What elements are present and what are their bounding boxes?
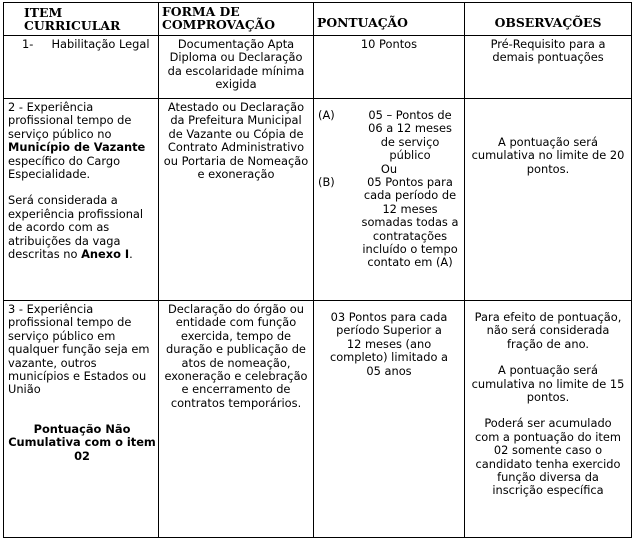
table-row: [4, 99, 632, 301]
row1-observacoes: Pré-Requisito para a demais pontuações: [465, 36, 632, 99]
header-forma-line1: FORMA DE: [162, 4, 240, 19]
header-item-line1: ITEM: [24, 5, 63, 20]
criteria-table: [3, 2, 632, 538]
row2-comprovacao: Atestado ou Declaração da Prefeitura Municipal de Vazante ou Cópia de Contrato Administrativo ou Portaria de Nomeação e exoneração: [159, 99, 314, 301]
row3-item: [4, 301, 159, 538]
row3-item-text: 3 - Experiência profissional tempo de serviço público em qualquer função seja em vazante, outros municípios e Estados ou União: [8, 302, 150, 397]
row2-item-municipio: Município de Vazante: [8, 140, 146, 155]
row2-item: [4, 99, 159, 301]
header-forma-comprovacao: [159, 3, 314, 36]
row2-item-text: 2 - Experiência profissional tempo de serviço público no: [8, 100, 132, 141]
row3-comprovacao: Declaração do órgão ou entidade com função exercida, tempo de duração e publicação de atos de nomeação, exoneração e celebração e encerramento de contratos temporários.: [159, 301, 314, 538]
header-item-line2: CURRICULAR: [24, 18, 121, 33]
pontuacao-b-label: (B): [318, 175, 335, 190]
row2-observacoes: A pontuação será cumulativa no limite de 20 pontos.: [465, 99, 632, 301]
row2-item-anexo: Anexo I: [81, 247, 130, 262]
pontuacao-b-text: 05 Pontos para cada período de 12 meses somadas todas a contratações incluído o tempo contato em (A): [361, 175, 459, 270]
header-forma-line2: COMPROVAÇÃO: [162, 17, 276, 32]
pontuacao-a-text: 05 – Pontos de 06 a 12 meses de serviço público: [368, 108, 452, 163]
header-observacoes: OBSERVAÇÕES: [465, 3, 632, 36]
row3-item-bold: Pontuação Não Cumulativa com o item 02: [8, 421, 156, 463]
row2-item-note: Será considerada a experiência profissional de acordo com as atribuições da vaga descritas no: [8, 193, 144, 262]
header-pontuacao: PONTUAÇÃO: [314, 3, 465, 36]
header-item-curricular: [4, 3, 159, 36]
row2-item-text-end: específico do Cargo Especialidade.: [8, 153, 121, 182]
row3-obs2: A pontuação será cumulativa no limite de 15 pontos.: [471, 363, 625, 405]
row1-comprovacao: Documentação Apta Diploma ou Declaração da escolaridade mínima exigida: [159, 36, 314, 99]
row1-pontuacao: 10 Pontos: [314, 36, 465, 99]
row2-pontuacao: [314, 99, 465, 301]
pontuacao-a-label: (A): [318, 108, 335, 122]
row1-item: 1- Habilitação Legal: [4, 36, 159, 99]
pontuacao-ou: Ou: [380, 161, 398, 176]
row2-item-note-end: .: [129, 247, 133, 262]
table-row: [4, 36, 632, 99]
table-row: [4, 301, 632, 538]
row3-obs3: Poderá ser acumulado com a pontuação do item 02 somente caso o candidato tenha exercido função diversa da inscrição específica: [474, 416, 622, 498]
row3-pontuacao: 03 Pontos para cada período Superior a 12 meses (ano completo) limitado a 05 anos: [314, 301, 465, 538]
row3-obs1: Para efeito de pontuação, não será considerada fração de ano.: [474, 310, 622, 351]
row3-observacoes: [465, 301, 632, 538]
header-row: [4, 3, 632, 36]
